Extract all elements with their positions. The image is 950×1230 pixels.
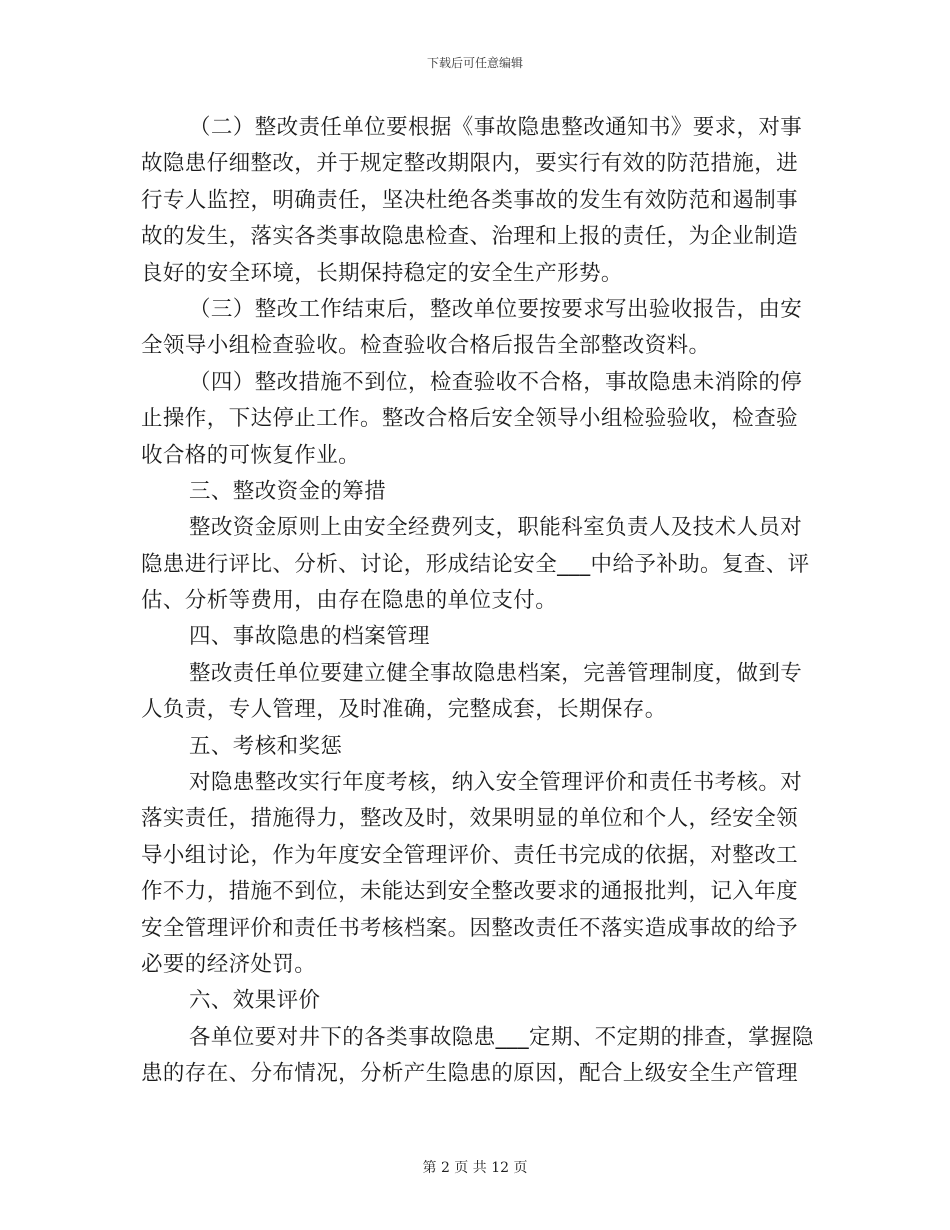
- text-line: 三、整改资金的筹措: [189, 478, 387, 504]
- text-line: 隐患进行评比、分析、讨论，形成结论安全___中给予补助。复查、评: [141, 551, 810, 577]
- text-line: 对隐患整改实行年度考核，纳入安全管理评价和责任书考核。对: [189, 770, 803, 796]
- text-line: 行专人监控，明确责任，坚决杜绝各类事故的发生有效防范和遏制事: [141, 187, 799, 213]
- text-line: 整改责任单位要建立健全事故隐患档案，完善管理制度，做到专: [189, 660, 803, 686]
- text-line: 收合格的可恢复作业。: [141, 442, 361, 468]
- text-line: 各单位要对井下的各类事故隐患___定期、不定期的排查，掌握隐: [189, 1024, 814, 1050]
- text-line: 全领导小组检查验收。检查验收合格后报告全部整改资料。: [141, 333, 711, 359]
- text-line: 六、效果评价: [189, 988, 321, 1014]
- text-line: 良好的安全环境，长期保持稳定的安全生产形势。: [141, 260, 623, 286]
- page-header: 下载后可任意编辑: [426, 56, 523, 70]
- text-line: 故的发生，落实各类事故隐患检查、治理和上报的责任，为企业制造: [141, 224, 799, 250]
- text-line: 故隐患仔细整改，并于规定整改期限内，要实行有效的防范措施，进: [141, 151, 799, 177]
- text-line: 必要的经济处罚。: [141, 951, 317, 977]
- text-line: 患的存在、分布情况，分析产生隐患的原因，配合上级安全生产管理: [141, 1061, 799, 1087]
- text-line: 五、考核和奖惩: [189, 733, 343, 759]
- text-line: 作不力，措施不到位，未能达到安全整改要求的通报批判，记入年度: [141, 879, 799, 905]
- text-line: 安全管理评价和责任书考核档案。因整改责任不落实造成事故的给予: [141, 915, 799, 941]
- text-line: 人负责，专人管理，及时准确，完整成套，长期保存。: [141, 697, 667, 723]
- text-line: 估、分析等费用，由存在隐患的单位支付。: [141, 588, 558, 614]
- text-line: 落实责任，措施得力，整改及时，效果明显的单位和个人，经安全领: [141, 806, 799, 832]
- text-line: （三）整改工作结束后，整改单位要按要求写出验收报告，由安: [189, 296, 803, 322]
- text-line: （二）整改责任单位要根据《事故隐患整改通知书》要求，对事: [189, 115, 803, 140]
- document-body: [141, 110, 814, 1093]
- text-line: （四）整改措施不到位，检查验收不合格，事故隐患未消除的停: [189, 369, 803, 395]
- page-footer: 第 2 页 共 12 页: [422, 1160, 528, 1176]
- text-line: 导小组讨论，作为年度安全管理评价、责任书完成的依据，对整改工: [141, 842, 799, 868]
- text-line: 止操作，下达停止工作。整改合格后安全领导小组检验验收，检查验: [141, 406, 799, 432]
- text-line: 四、事故隐患的档案管理: [189, 624, 430, 650]
- text-line: 整改资金原则上由安全经费列支，职能科室负责人及技术人员对: [189, 515, 803, 541]
